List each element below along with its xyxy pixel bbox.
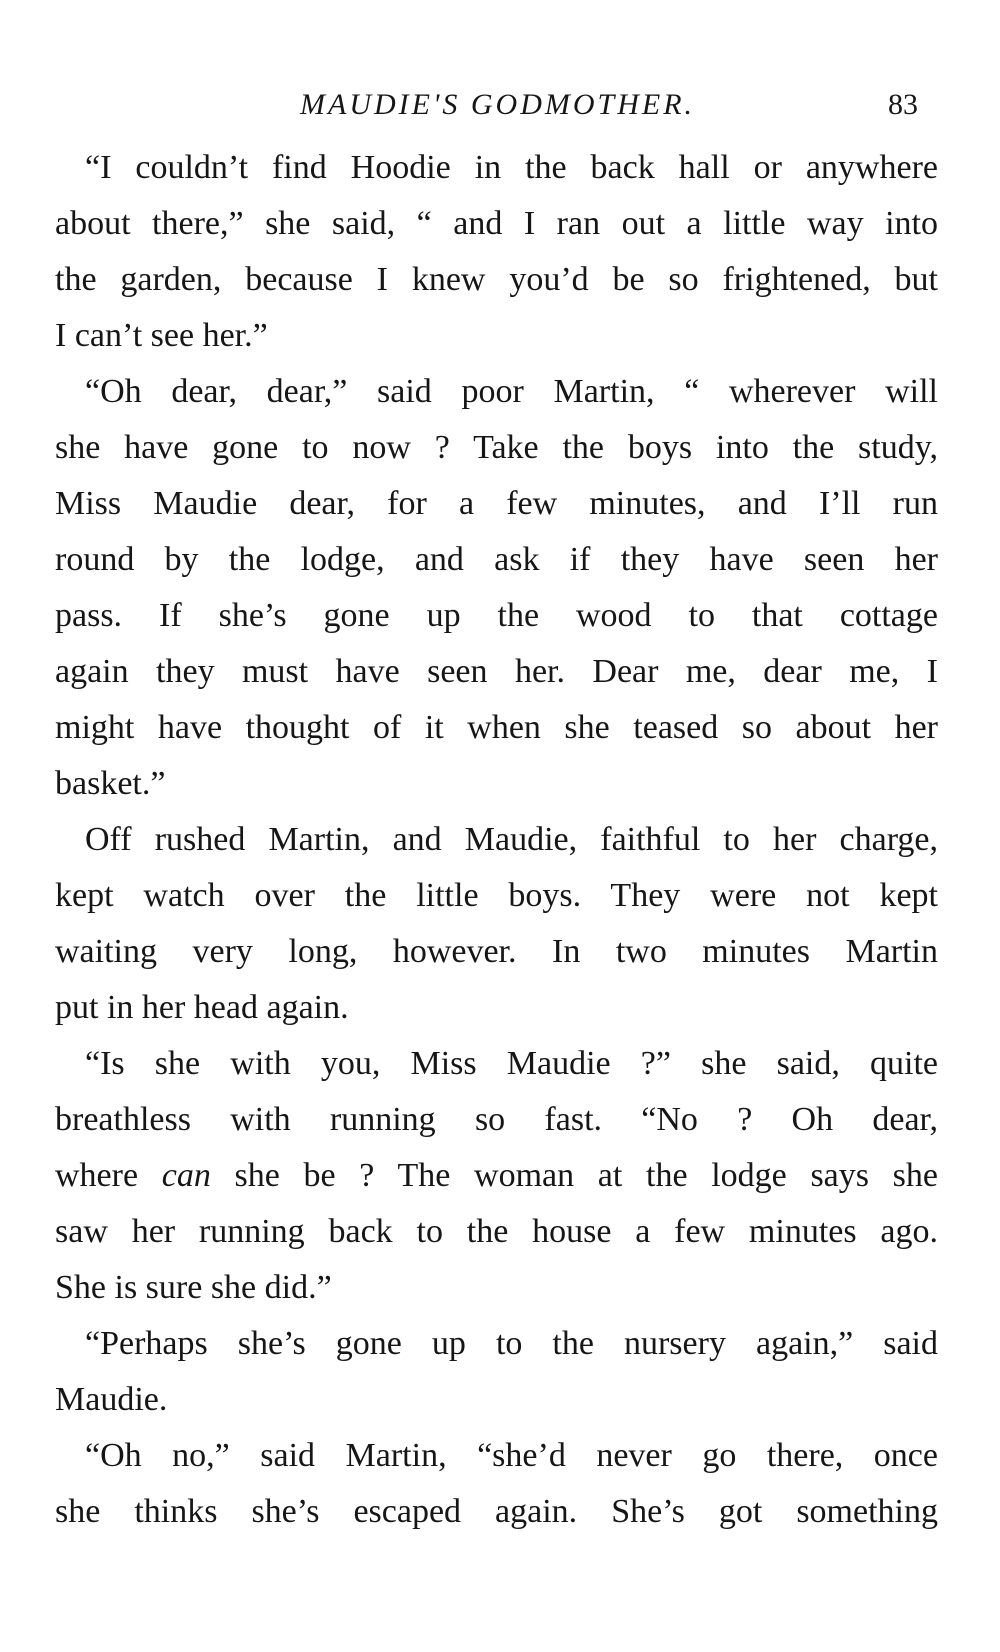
text-line: “Perhaps she’s gone up to the nursery again,” said (85, 1325, 938, 1362)
text-line: kept watch over the little boys. They were not kept (55, 877, 938, 914)
text-run: where (55, 1157, 162, 1194)
text-line-with-emphasis (55, 1148, 938, 1204)
text-line: waiting very long, however. In two minutes Martin (55, 933, 938, 970)
body-text (55, 140, 938, 1540)
text-line: “Oh no,” said Martin, “she’d never go there, once (85, 1437, 938, 1474)
text-line: might have thought of it when she teased so about her (55, 709, 938, 746)
text-line: Off rushed Martin, and Maudie, faithful to her charge, (85, 821, 938, 858)
text-line: Miss Maudie dear, for a few minutes, and I’ll run (55, 485, 938, 522)
paragraph (55, 364, 938, 812)
paragraph (55, 140, 938, 364)
paragraph (55, 812, 938, 1036)
text-line: she thinks she’s escaped again. She’s got something (55, 1493, 938, 1530)
text-line: I can’t see her.” (55, 317, 268, 354)
paragraph (55, 1036, 938, 1316)
paragraph (55, 1316, 938, 1428)
text-line: again they must have seen her. Dear me, dear me, I (55, 653, 938, 690)
page-number: 83 (888, 88, 918, 121)
text-line: “Oh dear, dear,” said poor Martin, “ wherever will (85, 373, 938, 410)
text-line: she have gone to now ? Take the boys into the study, (55, 429, 938, 466)
text-line: the garden, because I knew you’d be so frightened, but (55, 261, 938, 298)
text-line: breathless with running so fast. “No ? Oh dear, (55, 1101, 938, 1138)
text-line: about there,” she said, “ and I ran out a little way into (55, 205, 938, 242)
text-line: Maudie. (55, 1381, 168, 1418)
running-head (0, 88, 1000, 128)
text-line: She is sure she did.” (55, 1269, 332, 1306)
text-line: basket.” (55, 765, 166, 802)
text-run: she be ? The woman at the lodge says she (210, 1157, 939, 1194)
text-line: put in her head again. (55, 989, 349, 1026)
running-title: MAUDIE'S GODMOTHER. (300, 88, 696, 121)
text-line: “I couldn’t find Hoodie in the back hall or anywhere (85, 149, 938, 186)
emphasized-word: can (161, 1157, 211, 1194)
paragraph (55, 1428, 938, 1540)
text-line: round by the lodge, and ask if they have seen her (55, 541, 938, 578)
text-line: “Is she with you, Miss Maudie ?” she said, quite (85, 1045, 938, 1082)
text-line: saw her running back to the house a few minutes ago. (55, 1213, 938, 1250)
text-line: pass. If she’s gone up the wood to that cottage (55, 597, 938, 634)
